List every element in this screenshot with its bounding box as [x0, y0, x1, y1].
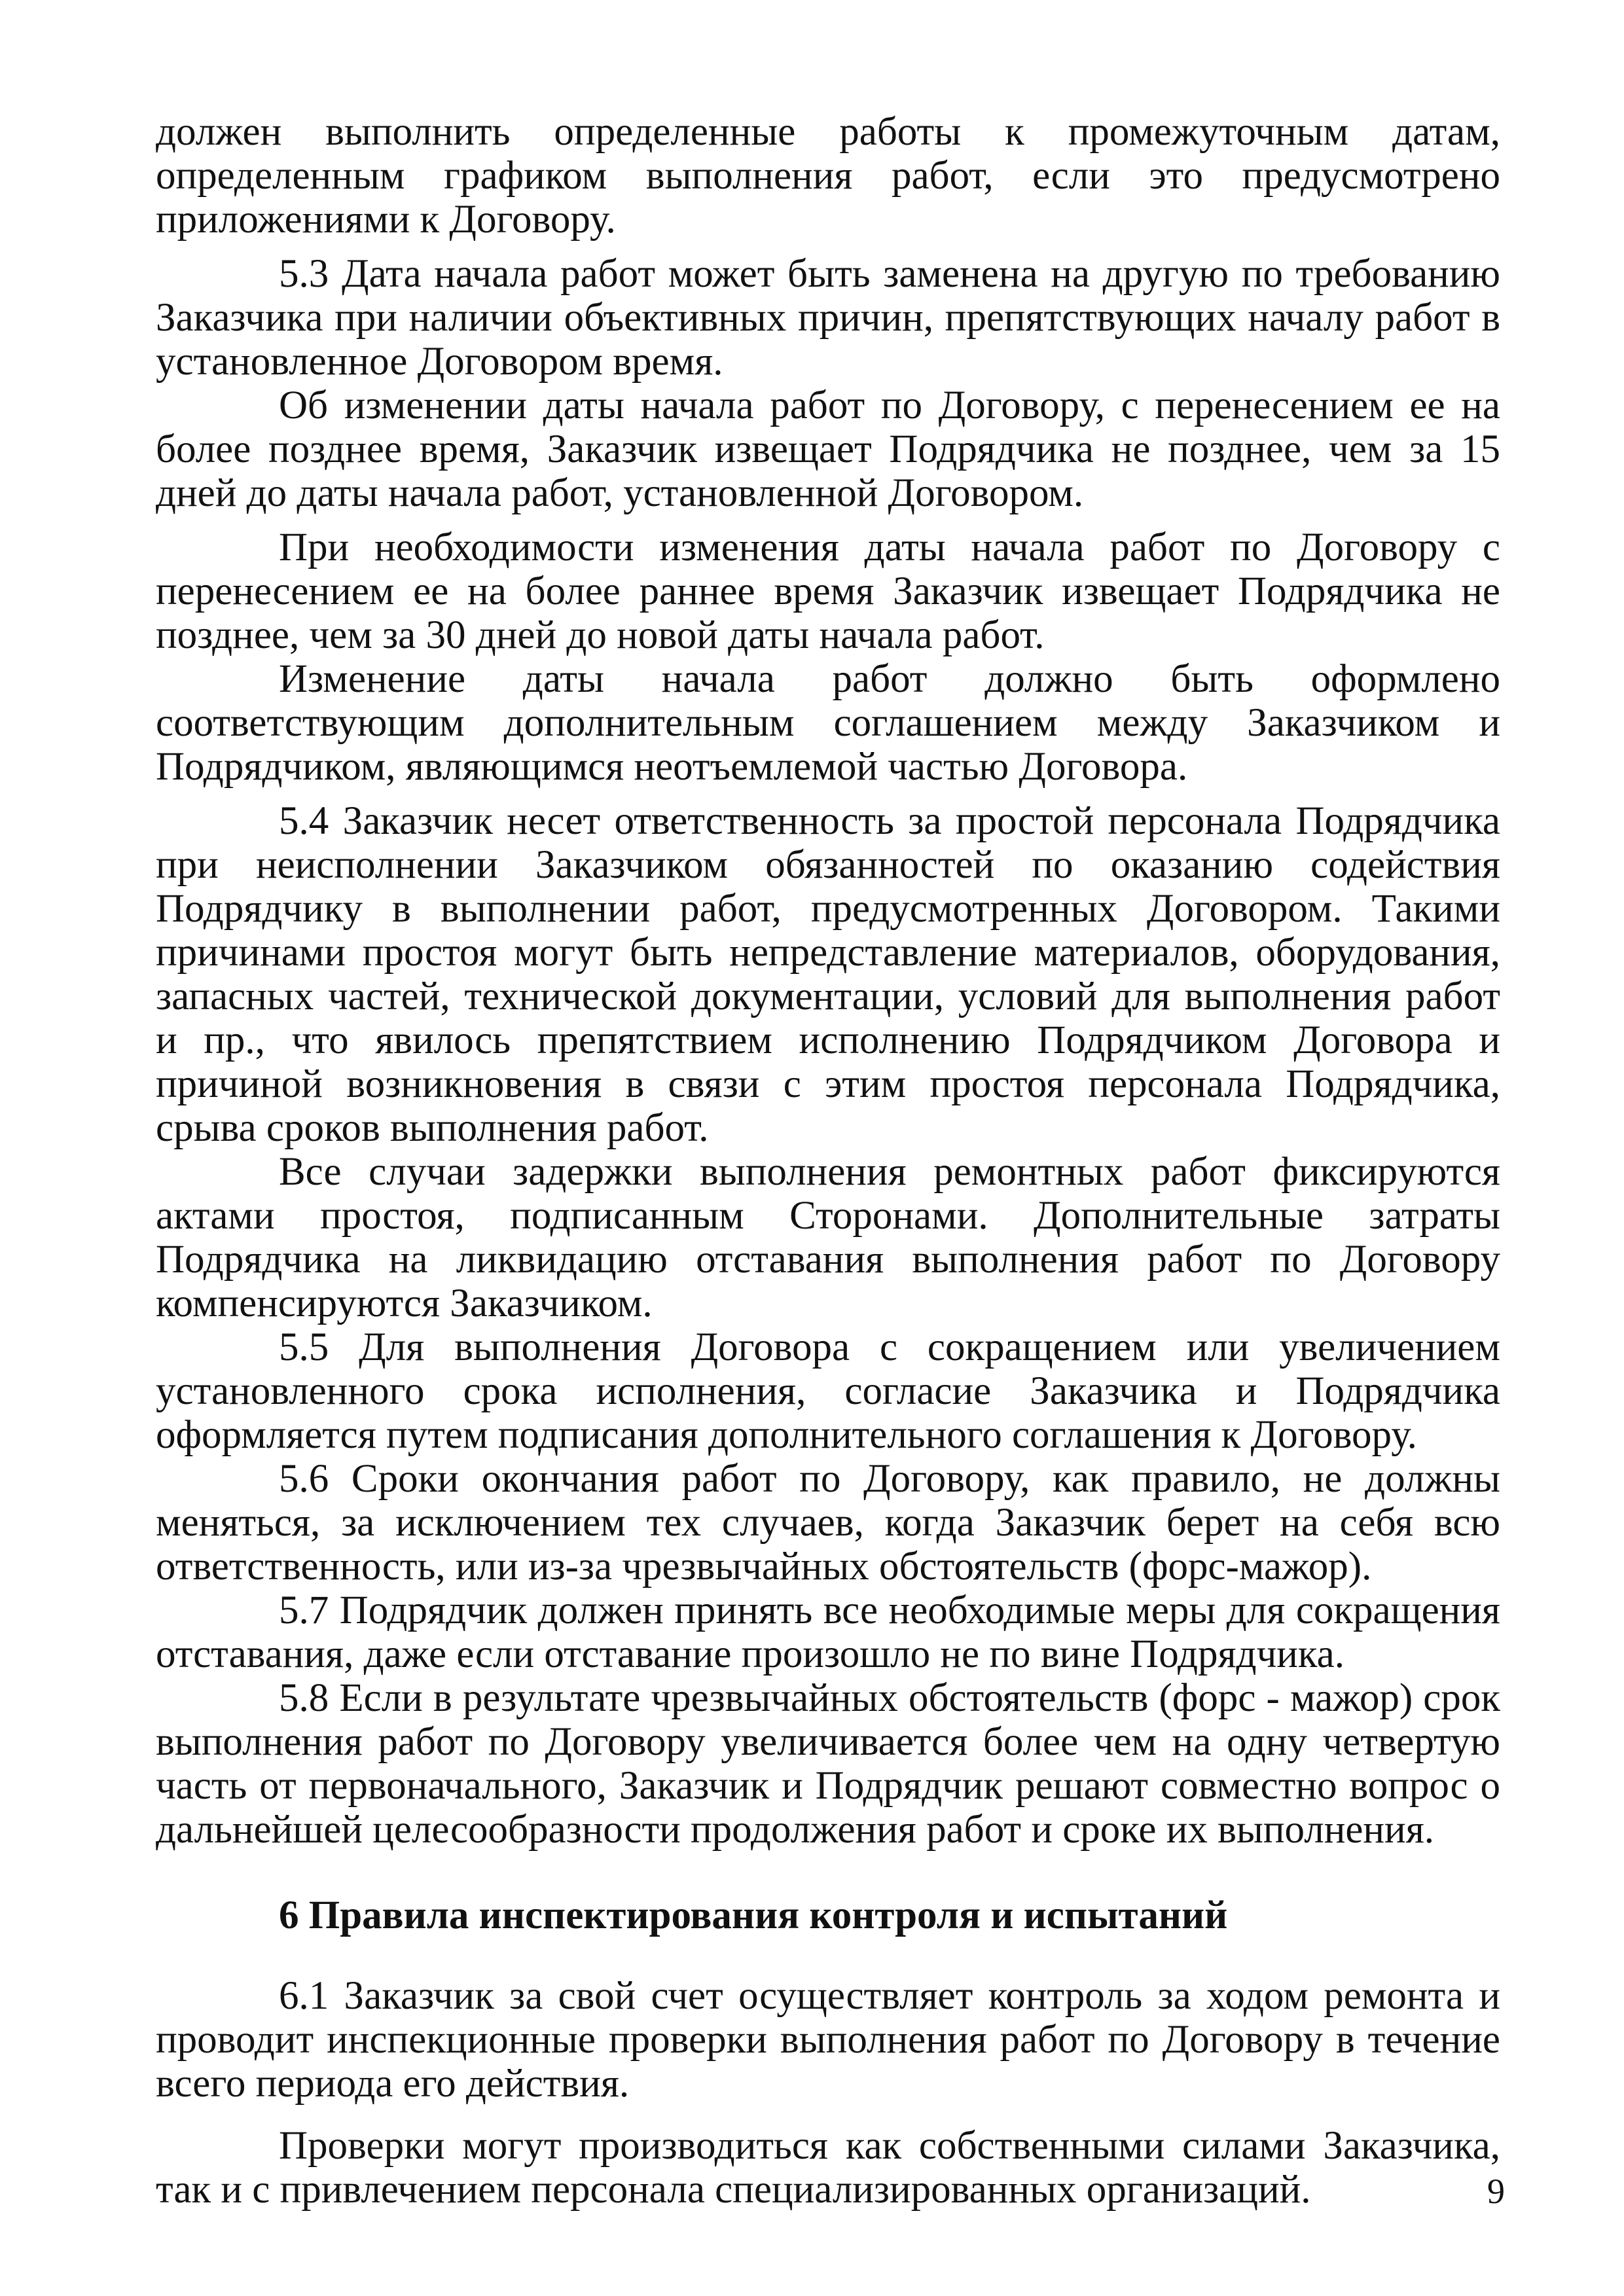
paragraph-5-5: 5.5 Для выполнения Договора с сокращением или увеличением установленного срока исполнения, согласие Заказчика и Подрядчика оформляется путем подписания дополнительного соглашения к Договору.	[156, 1325, 1500, 1457]
paragraph: Об изменении даты начала работ по Договору, с перенесением ее на более позднее время, Заказчик извещает Подрядчика не позднее, чем за 15 дней до даты начала работ, установленной Договором.	[156, 384, 1500, 515]
page-number: 9	[1487, 2172, 1505, 2211]
paragraph: Все случаи задержки выполнения ремонтных работ фиксируются актами простоя, подписанным Сторонами. Дополнительные затраты Подрядчика на ликвидацию отставания выполнения работ по Договору компенсируются Заказчиком.	[156, 1150, 1500, 1325]
document-body	[156, 110, 1500, 2212]
paragraph-5-3: 5.3 Дата начала работ может быть заменена на другую по требованию Заказчика при наличии объективных причин, препятствующих началу работ в установленное Договором время.	[156, 252, 1500, 384]
paragraph: При необходимости изменения даты начала работ по Договору с перенесением ее на более раннее время Заказчик извещает Подрядчика не позднее, чем за 30 дней до новой даты начала работ.	[156, 526, 1500, 657]
paragraph: Проверки могут производиться как собственными силами Заказчика, так и с привлечением персонала специализированных организаций.	[156, 2124, 1500, 2212]
paragraph-6-1: 6.1 Заказчик за свой счет осуществляет контроль за ходом ремонта и проводит инспекционные проверки выполнения работ по Договору в течение всего периода его действия.	[156, 1974, 1500, 2106]
section-heading: 6 Правила инспектирования контроля и испытаний	[279, 1893, 1228, 1937]
paragraph-5-8: 5.8 Если в результате чрезвычайных обстоятельств (форс - мажор) срок выполнения работ по Договору увеличивается более чем на одну четвертую часть от первоначального, Заказчик и Подрядчик решают совместно вопрос о дальнейшей целесообразности продолжения работ и сроке их выполнения.	[156, 1676, 1500, 1852]
paragraph: должен выполнить определенные работы к промежуточным датам, определенным графиком выполнения работ, если это предусмотрено приложениями к Договору.	[156, 110, 1500, 242]
paragraph-5-4: 5.4 Заказчик несет ответственность за простой персонала Подрядчика при неисполнении Заказчиком обязанностей по оказанию содействия Подрядчику в выполнении работ, предусмотренных Договором. Такими причинами простоя могут быть непредставление материалов, оборудования, запасных частей, технической документации, условий для выполнения работ и пр., что явилось препятствием исполнению Подрядчиком Договора и причиной возникновения в связи с этим простоя персонала Подрядчика, срыва сроков выполнения работ.	[156, 799, 1500, 1150]
paragraph-5-7: 5.7 Подрядчик должен принять все необходимые меры для сокращения отставания, даже если отставание произошло не по вине Подрядчика.	[156, 1588, 1500, 1676]
paragraph-5-6: 5.6 Сроки окончания работ по Договору, как правило, не должны меняться, за исключением тех случаев, когда Заказчик берет на себя всю ответственность, или из-за чрезвычайных обстоятельств (форс-мажор).	[156, 1457, 1500, 1588]
paragraph: Изменение даты начала работ должно быть оформлено соответствующим дополнительным соглашением между Заказчиком и Подрядчиком, являющимся неотъемлемой частью Договора.	[156, 657, 1500, 789]
